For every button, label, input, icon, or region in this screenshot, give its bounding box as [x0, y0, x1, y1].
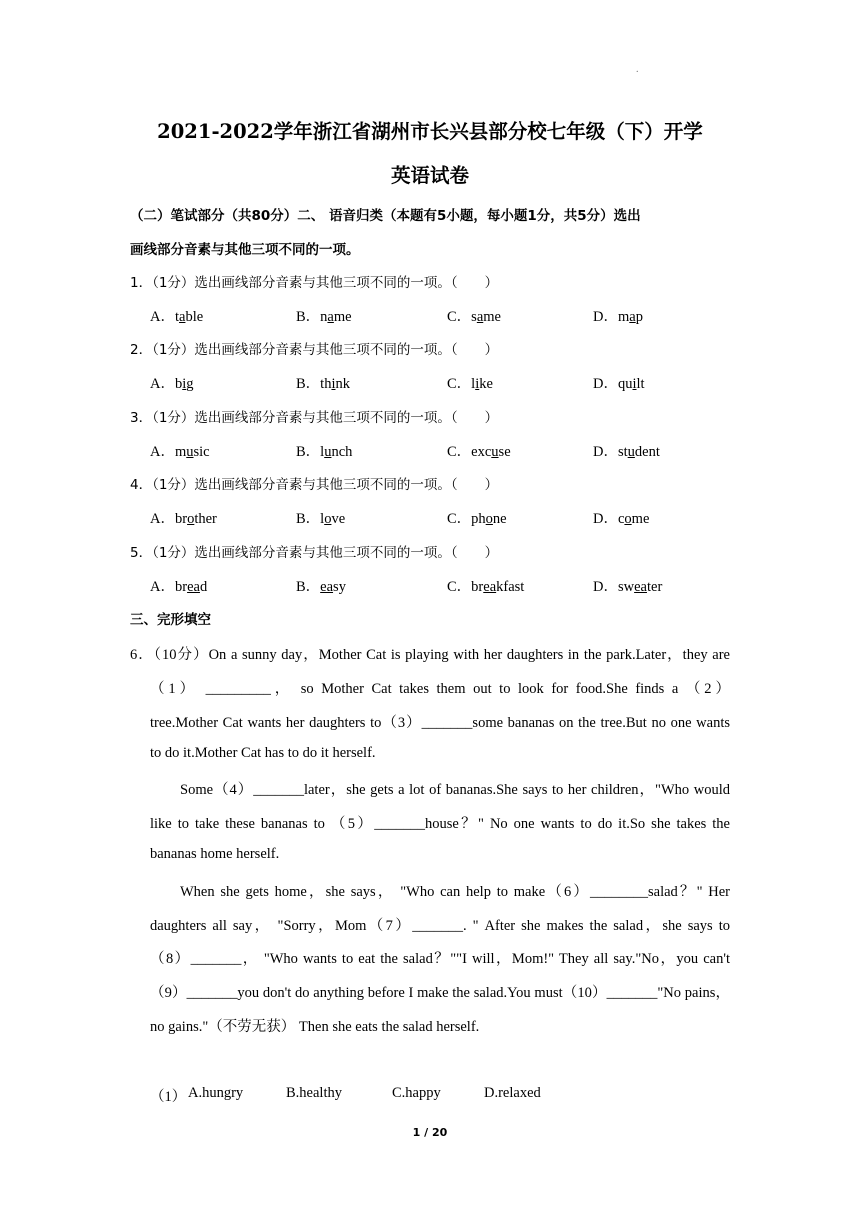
passage-line: bananas home herself.: [150, 846, 280, 862]
passage-line: （9）_______you don't do anything before I make the salad.You must（10）_______"No pains，: [150, 985, 730, 1001]
question-2-stem: 2．（1分）选出画线部分音素与其他三项不同的一项。（ ）: [130, 342, 499, 358]
blank-1-label: （1）: [150, 1089, 187, 1105]
question-3-option-a[interactable]: A．music: [150, 444, 210, 460]
passage-line: （1） _________， so Mother Cat takes them out to look for food.She finds a （2）: [150, 681, 730, 697]
passage-line: When she gets home，she says， "Who can help to make（6）________salad？" Her: [180, 884, 730, 900]
question-1-option-d[interactable]: D．map: [593, 309, 643, 325]
exam-title-line-2: 英语试卷: [390, 164, 469, 187]
section-1-heading-line-1: （二）笔试部分（共80分）二、 语音归类（本题有5小题，每小题1分，共5分）选出: [130, 208, 641, 224]
question-4-option-d[interactable]: D．come: [593, 511, 650, 527]
blank-1-option-b[interactable]: B.healthy: [286, 1085, 342, 1101]
passage-line: tree.Mother Cat wants her daughters to（3）_______some bananas on the tree.But no one wants: [150, 715, 730, 731]
question-1-stem: 1．（1分）选出画线部分音素与其他三项不同的一项。（ ）: [130, 275, 499, 291]
question-3-option-c[interactable]: C．excuse: [447, 444, 511, 460]
header-dot: .: [636, 64, 639, 75]
question-4-option-b[interactable]: B．love: [296, 511, 346, 527]
question-2-option-a[interactable]: A．big: [150, 376, 194, 392]
question-1-option-a[interactable]: A．table: [150, 309, 204, 325]
passage-line: （8）_______， "Who wants to eat the salad？""I will，Mom!" They all say."No，you can't: [150, 951, 730, 967]
question-3-option-d[interactable]: D．student: [593, 444, 660, 460]
blank-1-option-d[interactable]: D.relaxed: [484, 1085, 541, 1101]
question-5-option-a[interactable]: A．bread: [150, 579, 208, 595]
question-1-option-b[interactable]: B．name: [296, 309, 352, 325]
question-2-option-b[interactable]: B．think: [296, 376, 350, 392]
question-2-option-d[interactable]: D．quilt: [593, 376, 645, 392]
question-3-option-b[interactable]: B．lunch: [296, 444, 353, 460]
passage-line: Some（4）_______later，she gets a lot of bananas.She says to her children，"Who would: [180, 782, 730, 798]
exam-title-line-1: 2021-2022学年浙江省湖州市长兴县部分校七年级（下）开学: [157, 120, 703, 143]
question-4-option-a[interactable]: A．brother: [150, 511, 217, 527]
blank-1-option-c[interactable]: C.happy: [392, 1085, 441, 1101]
passage-line: daughters all say， "Sorry，Mom（7）_______. " After she makes the salad，she says to: [150, 918, 730, 934]
question-5-option-d[interactable]: D．sweater: [593, 579, 663, 595]
blank-1-option-a[interactable]: A.hungry: [188, 1085, 244, 1101]
passage-line: to do it.Mother Cat has to do it herself.: [150, 745, 376, 761]
question-3-stem: 3．（1分）选出画线部分音素与其他三项不同的一项。（ ）: [130, 410, 499, 426]
question-1-option-c[interactable]: C．same: [447, 309, 501, 325]
page-number: 1 / 20: [412, 1126, 448, 1139]
passage-line: like to take these bananas to （5）_______house？" No one wants to do it.So she takes the: [150, 816, 730, 832]
passage-line: 6．（10分）On a sunny day，Mother Cat is playing with her daughters in the park.Later，they are: [130, 647, 730, 663]
question-5-option-b[interactable]: B．easy: [296, 579, 346, 595]
question-2-option-c[interactable]: C．like: [447, 376, 493, 392]
question-5-stem: 5．（1分）选出画线部分音素与其他三项不同的一项。（ ）: [130, 545, 499, 561]
question-5-option-c[interactable]: C．breakfast: [447, 579, 525, 595]
section-3-heading: 三、完形填空: [130, 612, 211, 628]
passage-line: no gains."（不劳无获） Then she eats the salad herself.: [150, 1019, 480, 1035]
question-4-option-c[interactable]: C．phone: [447, 511, 507, 527]
question-4-stem: 4．（1分）选出画线部分音素与其他三项不同的一项。（ ）: [130, 477, 499, 493]
section-1-heading-line-2: 画线部分音素与其他三项不同的一项。: [130, 242, 360, 258]
